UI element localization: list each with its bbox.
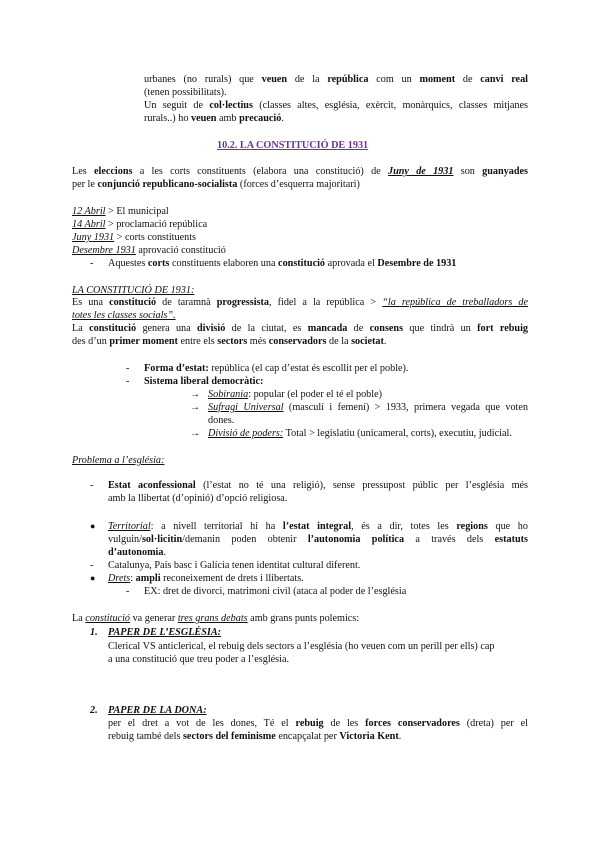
esglesia-title: Problema a l’església:: [72, 455, 165, 466]
bullet-dash: -: [90, 480, 94, 491]
drets-item: Drets: ampli reconeixement de drets i llibertats.: [108, 573, 304, 584]
timeline-item: 14 Abril > proclamació república: [72, 219, 208, 230]
sufragi-item: Sufragi Universal (masculí i femení) > 1933, primera vegada que voten: [208, 402, 529, 413]
constitucio-line-3: La constitució genera una divisió de la ciutat, es mancada de consens que tindrà un fort rebuig: [72, 323, 528, 334]
estat-aconfessional-line-2: amb la llibertat (d’opinió) d’opció religiosa.: [108, 493, 288, 504]
divisio-poders-item: Divisió de poders: Total > legislatiu (unicameral, corts), executiu, judicial.: [208, 428, 512, 439]
constitucio-line-2: totes les classes socials”.: [72, 310, 176, 321]
timeline-bullet-text: Aquestes corts constituents elaboren una constitució aprovada el Desembre de 1931: [108, 258, 457, 269]
bullet-dot: ●: [90, 521, 96, 531]
debat-number: 1.: [90, 627, 98, 638]
debat-esglesia-line-1: Clerical VS anticlerical, el rebuig dels sectors a l’església (ho veuen com un perill per ells) cap: [108, 641, 495, 652]
territorial-line-3: d’autonomia.: [108, 547, 167, 558]
intro-line-3: Un seguit de col·lectius (classes altes, església, exèrcit, monàrquics, classes mitjanes: [144, 100, 528, 111]
debat-dona-line-2: rebuig també dels sectors del feminisme encapçalat per Victoria Kent.: [108, 731, 402, 742]
estat-aconfessional-line-1: Estat aconfessional (l’estat no té una religió), sense pressupost públic per l’església més: [108, 480, 528, 491]
debat-dona-line-1: per el dret a vot de les dones, Té el rebuig de les forces conservadores (dreta) per el: [108, 718, 528, 729]
bullet-dot: ●: [90, 573, 96, 583]
debat-title-esglesia: PAPER DE L’ESGLÉSIA:: [108, 627, 222, 638]
debats-intro: La constitució va generar tres grans debats amb grans punts polemics:: [72, 613, 360, 624]
bullet-dash: -: [126, 363, 130, 374]
debat-esglesia-line-2: a una constitució que treu poder a l’església.: [108, 654, 290, 665]
sufragi-item-cont: dones.: [208, 415, 235, 426]
bullet-dash: -: [90, 258, 94, 269]
intro-line-1: urbanes (no rurals) que veuen de la república com un moment de canvi real: [144, 74, 528, 85]
elections-line-1: Les eleccions a les corts constituents (elabora una constitució) de Juny de 1931 son guanyades: [72, 166, 529, 177]
bullet-dash: -: [126, 376, 130, 387]
territorial-line-1: Territorial: a nivell territorial hi ha l’estat integral, és a dir, totes les regions que ho: [108, 521, 528, 532]
bullet-dash: -: [90, 560, 94, 571]
arrow-right-icon: →: [190, 428, 201, 439]
constitucio-line-4: des d’un primer moment entre els sectors més conservadors de la societat.: [72, 336, 387, 347]
intro-line-4: rurals..) ho veuen amb precaució.: [144, 113, 284, 124]
constitucio-title: LA CONSTITUCIÓ DE 1931:: [72, 285, 195, 296]
drets-example: EX: dret de divorci, matrimoni civil (ataca al poder de l’església: [144, 586, 407, 597]
timeline-item: 12 Abril > El municipal: [72, 206, 169, 217]
sobirania-item: Sobirania: popular (el poder el té el poble): [208, 389, 383, 400]
debat-number: 2.: [90, 705, 98, 716]
timeline-item: Juny 1931 > corts constituents: [72, 232, 197, 243]
section-title: 10.2. LA CONSTITUCIÓ DE 1931: [217, 140, 369, 151]
sistema-liberal-item: Sistema liberal democràtic:: [144, 376, 264, 387]
intro-line-2: (tenen possibilitats).: [144, 87, 227, 98]
territorial-line-2: vulguin/sol·licitin/demanin poden obtenir l’autonomia política a través dels estatuts: [108, 534, 528, 545]
catalunya-item: Catalunya, País basc i Galícia tenen identitat cultural diferent.: [108, 560, 361, 571]
timeline-item: Desembre 1931 aprovació constitució: [72, 245, 226, 256]
debat-title-dona: PAPER DE LA DONA:: [108, 705, 207, 716]
elections-line-2: per le conjunció republicano-socialista (forces d’esquerra majoritari): [72, 179, 360, 190]
arrow-right-icon: →: [190, 389, 201, 400]
forma-estat-item: Forma d’estat: república (el cap d’estat és escollit per el poble).: [144, 363, 409, 374]
arrow-right-icon: →: [190, 402, 201, 413]
bullet-dash: -: [126, 586, 130, 597]
constitucio-line-1: Es una constitució de taramnà progressista, fidel a la república > “la república de treballadors de: [72, 297, 529, 308]
